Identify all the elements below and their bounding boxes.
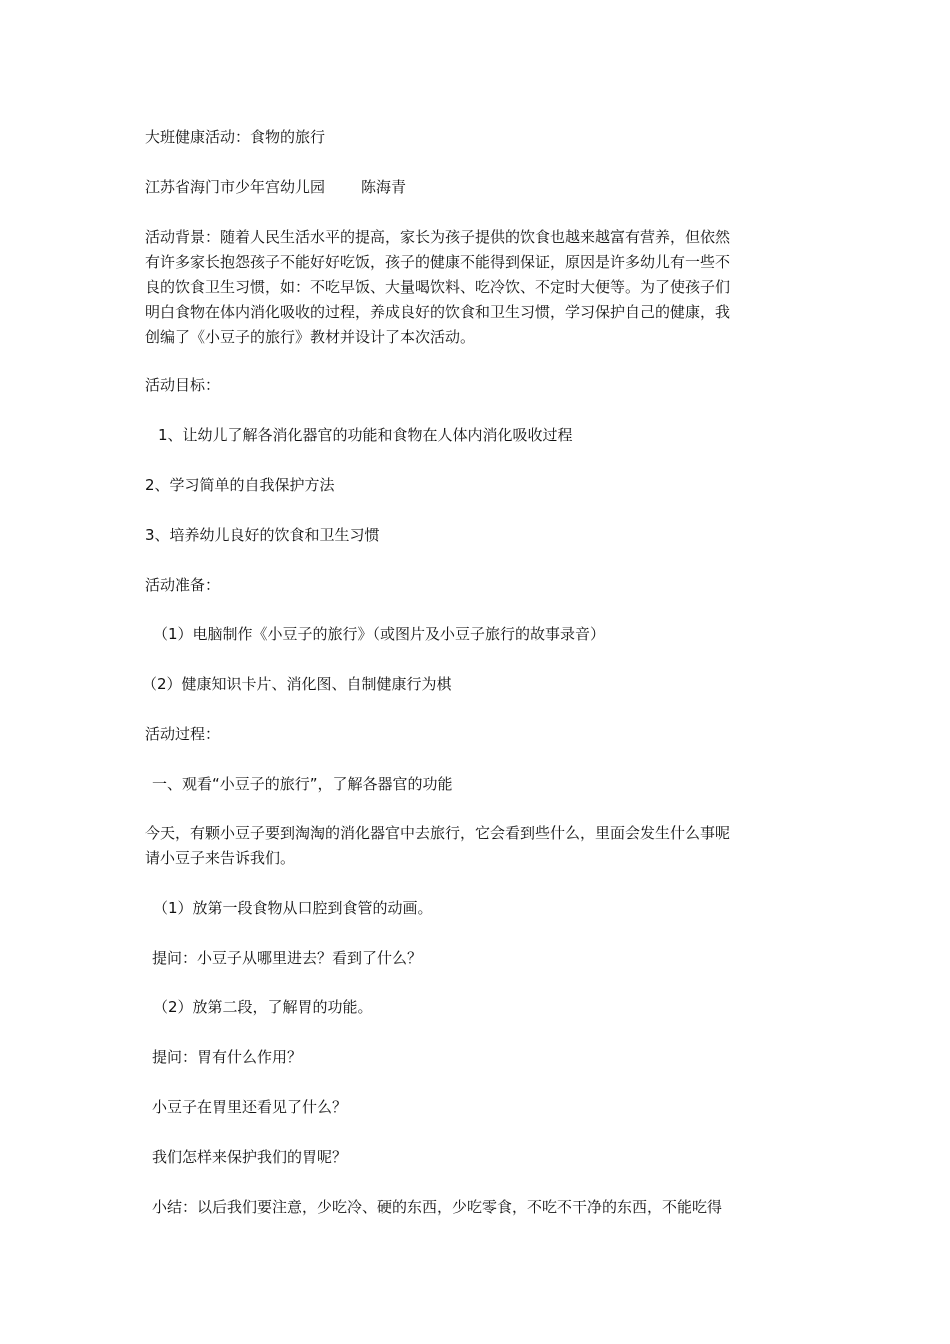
section-heading: 一、观看“小豆子的旅行”，了解各器官的功能 <box>152 775 453 793</box>
question-item: 提问：小豆子从哪里进去？看到了什么？ <box>152 949 423 967</box>
question-item: 小豆子在胃里还看见了什么？ <box>152 1098 348 1116</box>
author-name: 陈海青 <box>361 178 407 196</box>
background-line: 明白食物在体内消化吸收的过程，养成良好的饮食和卫生习惯，学习保护自己的健康，我 <box>145 303 731 321</box>
document-title: 大班健康活动：食物的旅行 <box>145 128 326 146</box>
prep-heading: 活动准备： <box>145 576 221 594</box>
goals-heading: 活动目标： <box>145 376 221 394</box>
author-org: 江苏省海门市少年宫幼儿园 <box>145 178 326 196</box>
goal-item: 2、学习简单的自我保护方法 <box>145 476 335 494</box>
prep-item: （1）电脑制作《小豆子的旅行》（或图片及小豆子旅行的故事录音） <box>153 625 606 643</box>
process-heading: 活动过程： <box>145 725 221 743</box>
intro-paragraph <box>145 821 810 871</box>
author-line <box>145 175 810 200</box>
question-item: 我们怎样来保护我们的胃呢？ <box>152 1148 348 1166</box>
intro-line: 今天，有颗小豆子要到淘淘的消化器官中去旅行，它会看到些什么，里面会发生什么事呢 <box>145 824 731 842</box>
background-paragraph <box>145 225 810 350</box>
goal-item: 3、培养幼儿良好的饮食和卫生习惯 <box>145 526 380 544</box>
goal-item: 1、让幼儿了解各消化器官的功能和食物在人体内消化吸收过程 <box>158 426 573 444</box>
summary-line: 小结：以后我们要注意，少吃冷、硬的东西，少吃零食，不吃不干净的东西，不能吃得 <box>152 1198 723 1216</box>
background-line: 活动背景：随着人民生活水平的提高，家长为孩子提供的饮食也越来越富有营养，但依然 <box>145 228 731 246</box>
background-line: 有许多家长抱怨孩子不能好好吃饭，孩子的健康不能得到保证，原因是许多幼儿有一些不 <box>145 253 731 271</box>
step-item: （2）放第二段，了解胃的功能。 <box>153 998 373 1016</box>
background-line: 创编了《小豆子的旅行》教材并设计了本次活动。 <box>145 328 476 346</box>
background-line: 良的饮食卫生习惯，如：不吃早饭、大量喝饮料、吃冷饮、不定时大便等。为了使孩子们 <box>145 278 731 296</box>
step-item: （1）放第一段食物从口腔到食管的动画。 <box>153 899 433 917</box>
prep-item: （2）健康知识卡片、消化图、自制健康行为棋 <box>142 675 452 693</box>
question-item: 提问：胃有什么作用？ <box>152 1048 303 1066</box>
intro-line: 请小豆子来告诉我们。 <box>145 849 296 867</box>
